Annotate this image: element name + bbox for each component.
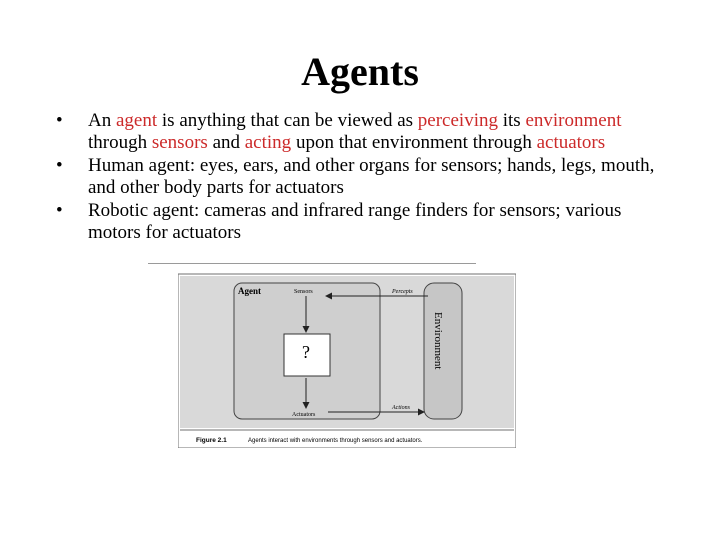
agent-label: Agent (238, 286, 261, 296)
slide-title: Agents (301, 49, 419, 94)
highlighted-term-perceiving: perceiving (417, 110, 498, 131)
bullet-text (88, 110, 621, 153)
sensors-label: Sensors (294, 289, 313, 295)
highlighted-term-agent: agent (115, 110, 158, 131)
bullet-marker: • (56, 155, 63, 176)
highlighted-term-acting: acting (244, 132, 292, 153)
figure-caption-number: Figure 2.1 (196, 437, 227, 444)
bullet-text-segment: is anything that can be viewed as (157, 110, 418, 131)
bullet-item (56, 110, 676, 154)
bullet-text-segment: An (88, 110, 116, 131)
bullet-item (56, 155, 676, 199)
highlighted-term-actuators: actuators (536, 132, 606, 153)
bullet-text-segment: upon that environment through (291, 132, 537, 153)
bullet-text-segment: and (207, 132, 245, 153)
environment-label: Environment (432, 312, 444, 370)
question-mark: ? (302, 342, 310, 362)
figure-caption-text: Agents interact with environments through sensors and actuators. (248, 438, 423, 444)
bullet-text-segment: its (497, 110, 526, 131)
highlighted-term-sensors: sensors (151, 132, 208, 153)
actuators-label: Actuators (292, 412, 316, 418)
bullet-list (56, 110, 676, 245)
bullet-text: Robotic agent: cameras and infrared range finders for sensors; various motors for actuators (88, 200, 622, 243)
bullet-marker: • (56, 110, 63, 131)
bullet-marker: • (56, 200, 63, 221)
bullet-text: Human agent: eyes, ears, and other organs for sensors; hands, legs, mouth, and other body parts for actuators (88, 155, 655, 198)
bullet-text-segment: through (88, 132, 152, 153)
bullet-item (56, 200, 676, 244)
percepts-label: Percepts (392, 289, 413, 295)
agent-environment-figure (178, 262, 516, 448)
actions-label: Actions (392, 405, 410, 411)
highlighted-term-environment: environment (525, 110, 622, 131)
figure-diagram (178, 262, 516, 448)
